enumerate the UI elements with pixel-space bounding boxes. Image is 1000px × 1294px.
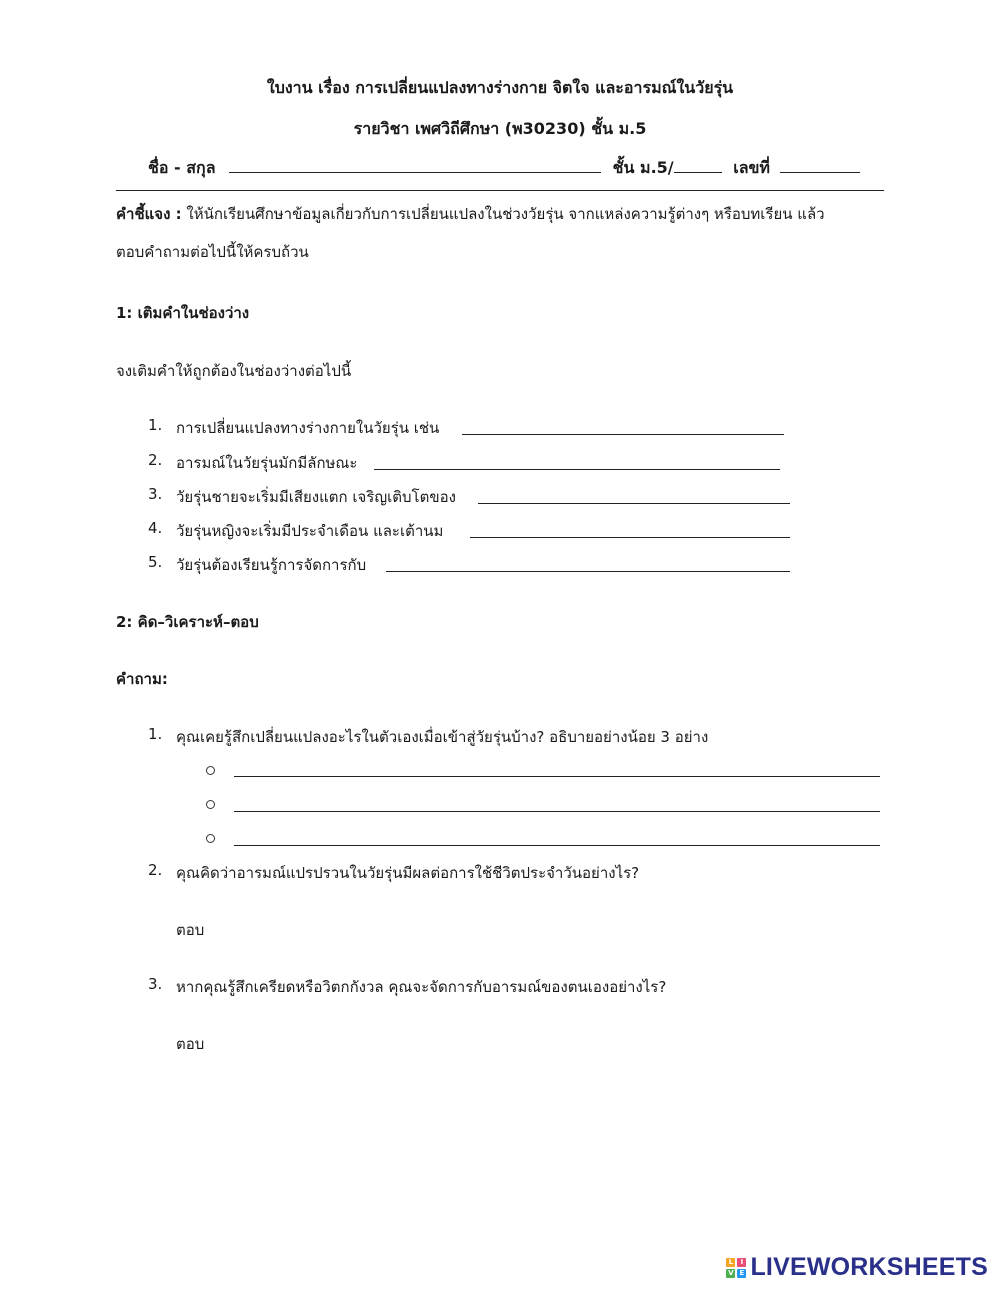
question-3: หากคุณรู้สึกเครียดหรือวิตกกังวล คุณจะจัดการกับอารมณ์ของตนเองอย่างไร? (176, 978, 667, 996)
liveworksheets-logo (726, 1253, 988, 1282)
number-label: เลขที่ (733, 158, 770, 177)
bullet-circle-icon (206, 800, 215, 809)
instructions-label: คำชี้แจง : (116, 205, 182, 223)
logo-text: LIVEWORKSHEETS (750, 1253, 988, 1281)
fill-item-5: วัยรุ่นต้องเรียนรู้การจัดการกับ (176, 556, 367, 574)
class-field[interactable] (674, 157, 722, 173)
question-number: 3. (148, 975, 163, 993)
item-number: 3. (148, 485, 163, 503)
fill-item-3: วัยรุ่นชายจะเริ่มมีเสียงแตก เจริญเติบโตของ (176, 488, 456, 506)
class-label: ชั้น ม.5/ (612, 158, 674, 177)
fill-blank-5[interactable] (386, 571, 790, 572)
worksheet-subtitle: รายวิชา เพศวิถีศึกษา (พ30230) ชั้น ม.5 (353, 119, 647, 138)
item-number: 5. (148, 553, 163, 571)
bullet-circle-icon (206, 834, 215, 843)
section2-heading: 2: คิด–วิเคราะห์–ตอบ (116, 613, 259, 631)
instructions-text1: ให้นักเรียนศึกษาข้อมูลเกี่ยวกับการเปลี่ยนแปลงในช่วงวัยรุ่น จากแหล่งความรู้ต่างๆ หรือบทเรียน แล้ว (181, 205, 825, 223)
section1-heading: 1: เติมคำในช่องว่าง (116, 304, 250, 322)
item-number: 1. (148, 416, 163, 434)
question-number: 2. (148, 861, 163, 879)
name-label: ชื่อ - สกุล (148, 158, 216, 177)
answer-line-2[interactable] (234, 811, 880, 812)
student-info-row (148, 156, 860, 181)
fill-blank-1[interactable] (462, 434, 784, 435)
instructions-line2: ตอบคำถามต่อไปนี้ให้ครบถ้วน (116, 243, 309, 261)
liveworksheets-logo-icon: L I V E (726, 1258, 746, 1278)
item-number: 2. (148, 451, 163, 469)
fill-blank-2[interactable] (374, 469, 780, 470)
number-field[interactable] (780, 157, 860, 173)
item-number: 4. (148, 519, 163, 537)
answer-label-2[interactable]: ตอบ (176, 921, 205, 939)
section1-intro: จงเติมคำให้ถูกต้องในช่องว่างต่อไปนี้ (116, 362, 352, 380)
worksheet-title: ใบงาน เรื่อง การเปลี่ยนแปลงทางร่างกาย จิตใจ และอารมณ์ในวัยรุ่น (266, 78, 734, 97)
fill-blank-3[interactable] (478, 503, 790, 504)
answer-line-3[interactable] (234, 845, 880, 846)
name-field[interactable] (229, 157, 601, 173)
fill-blank-4[interactable] (470, 537, 790, 538)
fill-item-1: การเปลี่ยนแปลงทางร่างกายในวัยรุ่น เช่น (176, 419, 440, 437)
bullet-circle-icon (206, 766, 215, 775)
fill-item-4: วัยรุ่นหญิงจะเริ่มมีประจำเดือน และเต้านม (176, 522, 444, 540)
instructions-line1 (116, 202, 825, 226)
question-2: คุณคิดว่าอารมณ์แปรปรวนในวัยรุ่นมีผลต่อการใช้ชีวิตประจำวันอย่างไร? (176, 864, 640, 882)
question-number: 1. (148, 725, 163, 743)
header-divider (116, 190, 884, 191)
question-1: คุณเคยรู้สึกเปลี่ยนแปลงอะไรในตัวเองเมื่อเข้าสู่วัยรุ่นบ้าง? อธิบายอย่างน้อย 3 อย่าง (176, 728, 709, 746)
questions-label: คำถาม: (116, 670, 168, 688)
fill-item-2: อารมณ์ในวัยรุ่นมักมีลักษณะ (176, 454, 358, 472)
answer-label-3[interactable]: ตอบ (176, 1035, 205, 1053)
answer-line-1[interactable] (234, 776, 880, 777)
